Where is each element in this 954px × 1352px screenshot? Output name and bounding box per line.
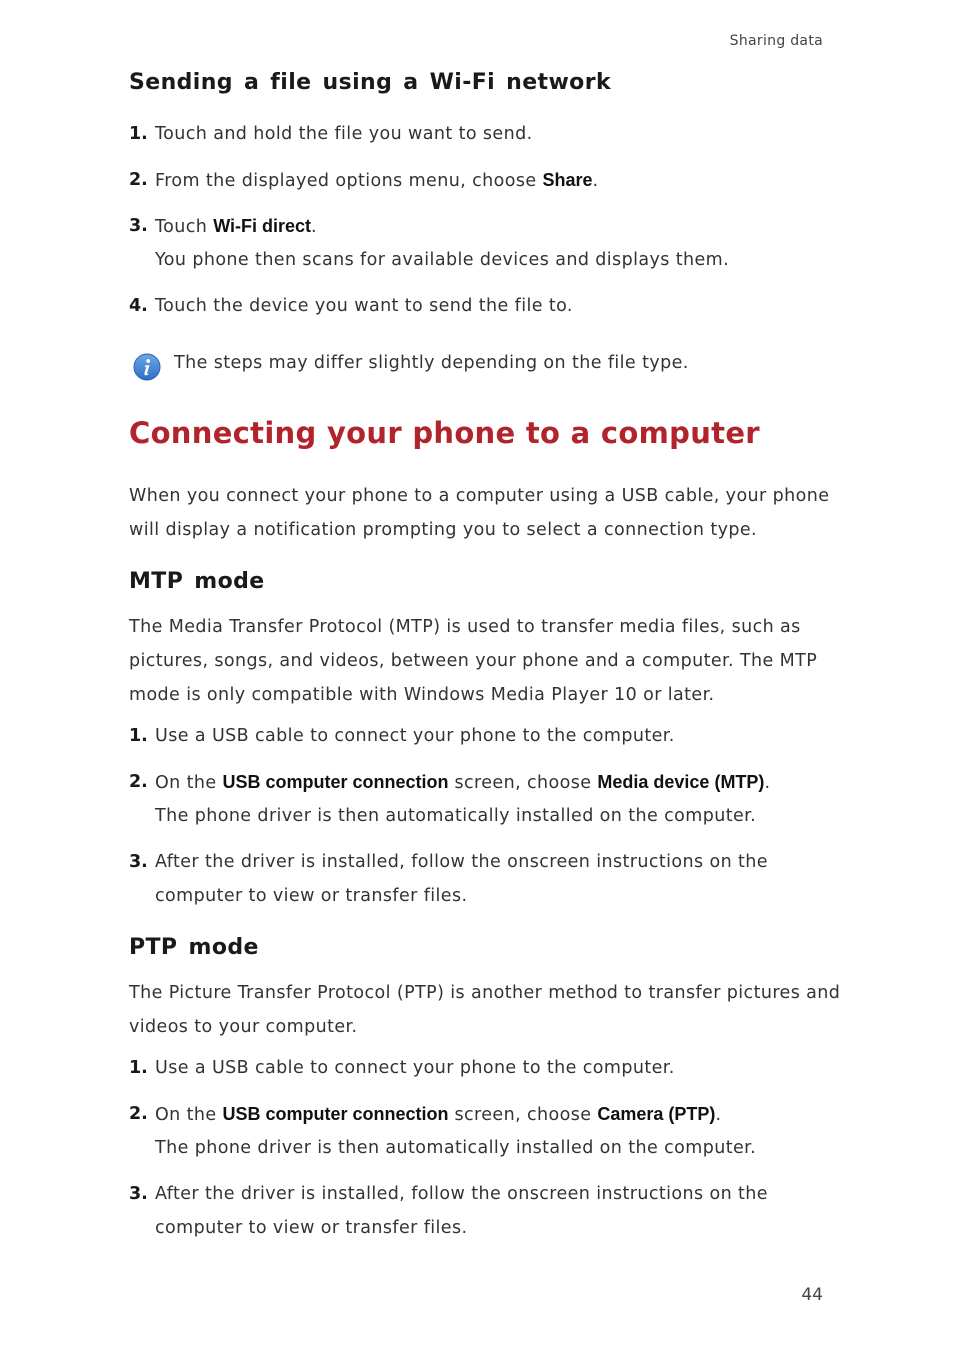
step-number: 2.	[129, 1104, 148, 1124]
ui-term-usb-computer-connection: USB computer connection	[222, 1104, 449, 1124]
page-number: 44	[801, 1285, 823, 1305]
paragraph-line: pictures, songs, and videos, between your phone and a computer. The MTP	[129, 651, 818, 671]
step-number: 2.	[129, 170, 148, 190]
intro-line: When you connect your phone to a computer using a USB cable, your phone	[129, 486, 830, 506]
chapter-heading: Connecting your phone to a computer	[129, 416, 760, 450]
step-number: 4.	[129, 296, 148, 316]
ui-term-camera: Camera (PTP)	[597, 1104, 716, 1124]
section-heading-wifi: Sending a file using a Wi-Fi network	[129, 70, 611, 95]
step-number: 3.	[129, 852, 148, 872]
step-text: computer to view or transfer files.	[155, 1218, 468, 1238]
ui-term-usb-computer-connection: USB computer connection	[222, 772, 449, 792]
note-text: The steps may differ slightly depending on the file type.	[174, 353, 689, 373]
step-number: 3.	[129, 216, 148, 236]
paragraph-line: videos to your computer.	[129, 1017, 358, 1037]
step-subtext: The phone driver is then automatically installed on the computer.	[155, 806, 757, 826]
running-header: Sharing data	[729, 33, 823, 49]
step-number: 3.	[129, 1184, 148, 1204]
step-subtext: The phone driver is then automatically installed on the computer.	[155, 1138, 757, 1158]
paragraph-line: The Picture Transfer Protocol (PTP) is another method to transfer pictures and	[129, 983, 841, 1003]
step-text: Touch and hold the file you want to send.	[155, 124, 533, 144]
ui-term-wifi-direct: Wi-Fi direct	[213, 216, 312, 236]
step-text: On the USB computer connection screen, choose Camera (PTP).	[155, 1104, 722, 1125]
ui-term-media-device: Media device (MTP)	[597, 772, 765, 792]
paragraph-line: The Media Transfer Protocol (MTP) is used to transfer media files, such as	[129, 617, 801, 637]
step-text: After the driver is installed, follow the onscreen instructions on the	[155, 852, 768, 872]
step-text: After the driver is installed, follow the onscreen instructions on the	[155, 1184, 768, 1204]
section-heading-ptp: PTP mode	[129, 935, 259, 960]
step-number: 1.	[129, 726, 148, 746]
step-text: On the USB computer connection screen, choose Media device (MTP).	[155, 772, 771, 793]
step-number: 1.	[129, 124, 148, 144]
step-text: From the displayed options menu, choose Share.	[155, 170, 599, 191]
ui-term-share: Share	[542, 170, 593, 190]
step-number: 1.	[129, 1058, 148, 1078]
step-subtext: You phone then scans for available devices and displays them.	[155, 250, 730, 270]
step-text: Use a USB cable to connect your phone to the computer.	[155, 1058, 675, 1078]
step-text: Use a USB cable to connect your phone to the computer.	[155, 726, 675, 746]
step-number: 2.	[129, 772, 148, 792]
section-heading-mtp: MTP mode	[129, 569, 265, 594]
paragraph-line: mode is only compatible with Windows Media Player 10 or later.	[129, 685, 715, 705]
step-text: computer to view or transfer files.	[155, 886, 468, 906]
intro-line: will display a notification prompting you to select a connection type.	[129, 520, 758, 540]
step-text: Touch Wi-Fi direct.	[155, 216, 318, 237]
step-text: Touch the device you want to send the file to.	[155, 296, 573, 316]
info-icon	[133, 353, 161, 385]
